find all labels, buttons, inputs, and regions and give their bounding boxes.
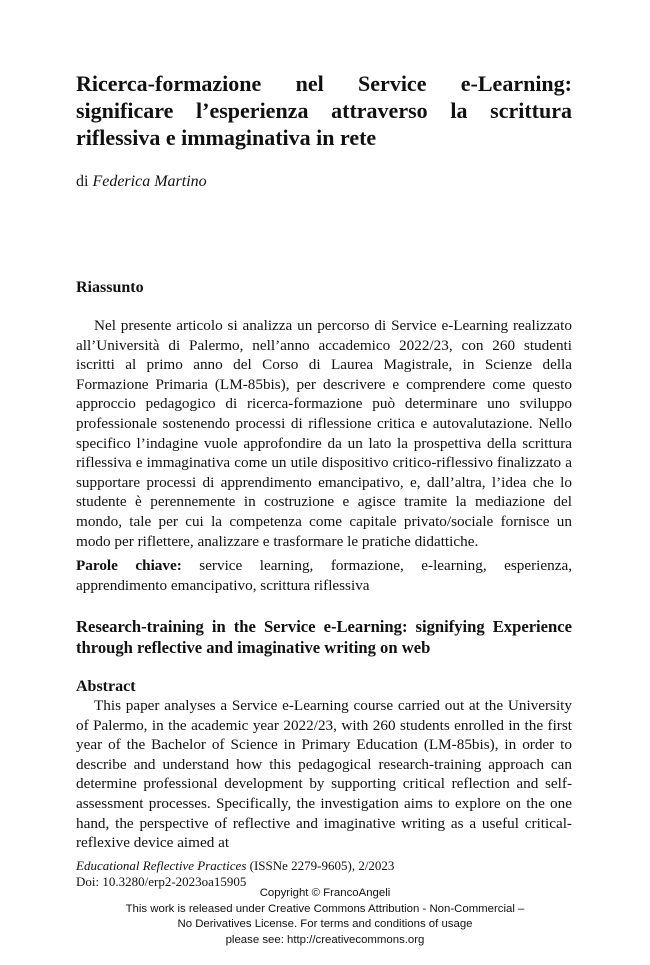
license-line-1: This work is released under Creative Commons Attribution - Non-Commercial – — [125, 902, 525, 915]
license-line-2: No Derivatives License. For terms and conditions of usage — [177, 918, 473, 930]
english-title: Research-training in the Service e-Learning: signifying Experience through reflective and imaginative writing on web — [76, 617, 572, 657]
author-name: Federica Martino — [92, 173, 207, 190]
abstract-heading: Abstract — [76, 678, 136, 695]
journal-name: Educational Reflective Practices — [76, 858, 247, 873]
license-line-3: please see: http://creativecommons.org — [225, 933, 425, 946]
abstract-body: This paper analyses a Service e-Learning course carried out at the University of Palermo, in the academic year 2022/23, with 260 students enrolled in the first year of the Bachelor of Science in Primary Education (LM-85bis), in order to describe and understand how this pedagogical research-training approach can determine professional development by supporting critical reflection and self-assessment processes. Specifically, the investigation aims to explore on the one hand, the perspective of reflective and imaginative writing as a useful critical-reflexive device aimed at — [76, 697, 572, 852]
keywords-paragraph — [76, 556, 572, 595]
doi-line: Doi: 10.3280/erp2-2023oa15905 — [76, 874, 247, 889]
riassunto-heading: Riassunto — [76, 279, 144, 296]
journal-citation — [76, 858, 394, 874]
journal-issue: (ISSNe 2279-9605), 2/2023 — [246, 858, 395, 873]
author-prefix: di — [76, 173, 89, 190]
copyright-line: Copyright © FrancoAngeli — [259, 887, 391, 899]
license-notice — [0, 886, 650, 948]
keywords-text: service learning, formazione, e-learning, esperienza, apprendimento emancipativo, scrittura riflessiva — [76, 557, 572, 594]
article-title: Ricerca-formazione nel Service e-Learning: significare l’esperienza attraverso la scrittura riflessiva e immaginativa in rete — [76, 71, 572, 150]
keywords-label: Parole chiave: — [76, 557, 182, 574]
author-line — [76, 172, 207, 192]
riassunto-body: Nel presente articolo si analizza un percorso di Service e-Learning realizzato all’Università di Palermo, nell’anno accademico 2022/23, con 260 studenti iscritti al primo anno del Corso di Laurea Magistrale, in Scienze della Formazione Primaria (LM-85bis), per descrivere e comprendere come questo approccio pedagogico di ricerca-formazione può determinare uno sviluppo professionale sostenendo processi di riflessione critica e autovalutazione. Nello specifico l’indagine vuole approfondire da un lato la prospettiva della scrittura riflessiva e immaginativa come un utile dispositivo critico-riflessivo finalizzato a supportare processi di apprendimento emancipativo, e, dall’altra, l’idea che lo studente è perennemente in costruzione e agisce tramite la mediazione del mondo, tale per cui la competenza come capitale privato/sociale fornisce un modo per riflettere, analizzare e trasformare le pratiche didattiche. — [76, 317, 572, 550]
